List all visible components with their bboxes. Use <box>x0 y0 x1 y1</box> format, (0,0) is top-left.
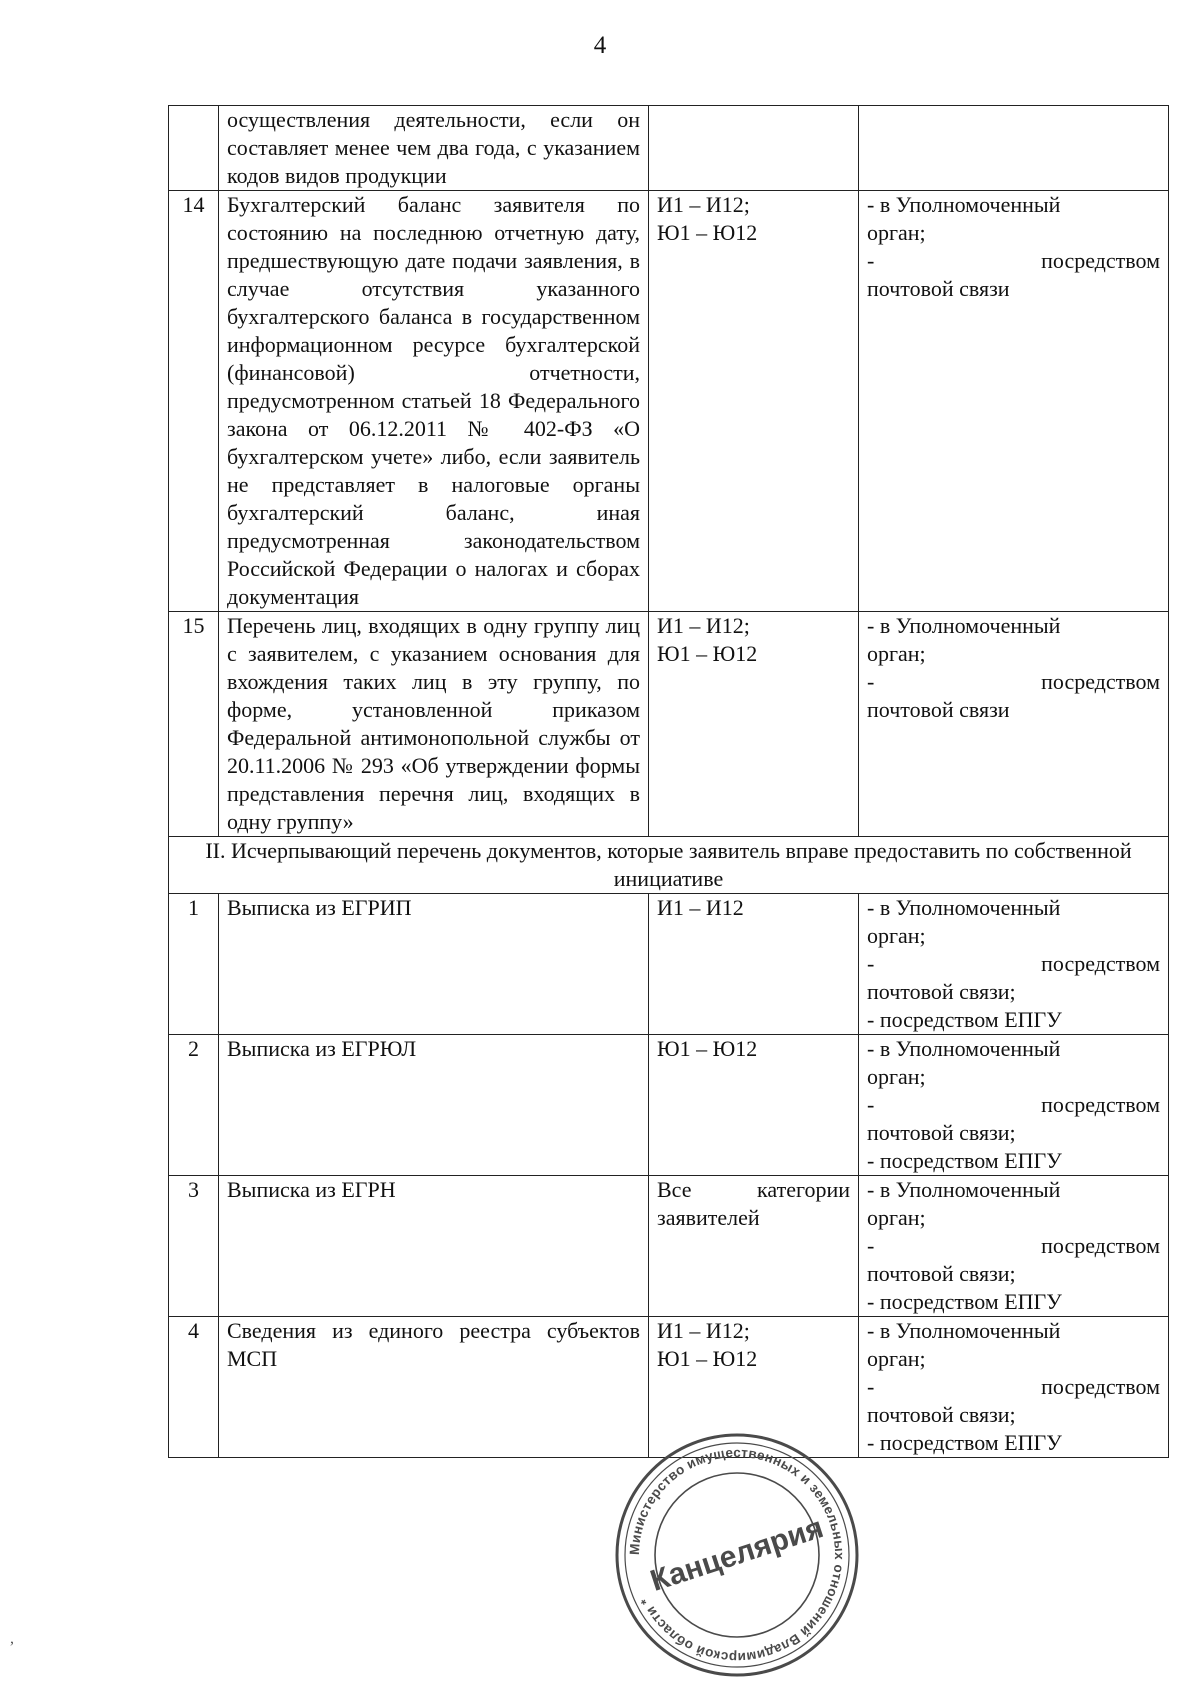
submission-line: почтовой связи <box>867 276 1010 301</box>
submission-line: орган; <box>867 1064 926 1089</box>
row-number: 4 <box>169 1317 219 1458</box>
row-number: 2 <box>169 1035 219 1176</box>
category-line: И1 – И12; <box>657 192 750 217</box>
row-categories <box>649 612 859 837</box>
table-row-s2-3 <box>169 1176 1169 1317</box>
category-line: И1 – И12; <box>657 1318 750 1343</box>
submission-line: почтовой связи <box>867 697 1010 722</box>
row-number: 15 <box>169 612 219 837</box>
row-submission <box>859 1176 1169 1317</box>
page-number: 4 <box>593 32 607 59</box>
row-submission <box>859 894 1169 1035</box>
category-line: Ю1 – Ю12 <box>657 1346 758 1371</box>
row-description: Бухгалтерский баланс заявителя по состоянию на последнюю отчетную дату, предшествующую дате подачи заявления, в случае отсутствия указанного бухгалтерского баланса в государственном информационном ресурсе бухгалтерской (финансовой) отчетности, предусмотренном статьей 18 Федерального закона от 06.12.2011 № 402-ФЗ «О бухгалтерском учете» либо, если заявитель не представляет в налоговые органы бухгалтерский баланс, иная предусмотренная законодательством Российской Федерации о налогах и сборах документация <box>219 191 649 612</box>
submission-line: - в Уполномоченный <box>867 192 1061 217</box>
row-number: 3 <box>169 1176 219 1317</box>
row-description: осуществления деятельности, если он составляет менее чем два года, с указанием кодов видов продукции <box>219 106 649 191</box>
submission-line: почтовой связи; <box>867 1261 1016 1286</box>
section-title: II. Исчерпывающий перечень документов, которые заявитель вправе предоставить по собственной инициативе <box>169 837 1169 894</box>
submission-line: - посредством <box>867 1233 1160 1258</box>
submission-line: - посредством <box>867 669 1160 694</box>
submission-line: орган; <box>867 220 926 245</box>
row-submission <box>859 191 1169 612</box>
submission-line: - посредством ЕПГУ <box>867 1289 1062 1314</box>
submission-line: - в Уполномоченный <box>867 613 1061 638</box>
row-categories <box>649 894 859 1035</box>
category-line: Ю1 – Ю12 <box>657 641 758 666</box>
section-heading-row <box>169 837 1169 894</box>
stamp-center-text: Канцелярия <box>646 1511 828 1598</box>
submission-line: - посредством <box>867 248 1160 273</box>
category-line: Ю1 – Ю12 <box>657 1036 758 1061</box>
row-categories <box>649 1176 859 1317</box>
submission-line: - посредством ЕПГУ <box>867 1007 1062 1032</box>
row-submission <box>859 1317 1169 1458</box>
row-description: Выписка из ЕГРН <box>219 1176 649 1317</box>
row-description: Перечень лиц, входящих в одну группу лиц с заявителем, с указанием основания для вхождения таких лиц в эту группу, по форме, установленной приказом Федеральной антимонопольной службы от 20.11.2006 № 293 «Об утверждении формы представления перечня лиц, входящих в одну группу» <box>219 612 649 837</box>
table-row-s2-2 <box>169 1035 1169 1176</box>
table-row-15 <box>169 612 1169 837</box>
documents-table <box>168 105 1169 1458</box>
submission-line: - посредством ЕПГУ <box>867 1148 1062 1173</box>
row-submission <box>859 612 1169 837</box>
submission-line: - посредством ЕПГУ <box>867 1430 1062 1455</box>
row-categories <box>649 1035 859 1176</box>
submission-line: почтовой связи; <box>867 1402 1016 1427</box>
submission-line: почтовой связи; <box>867 979 1016 1004</box>
row-description: Выписка из ЕГРИП <box>219 894 649 1035</box>
stamp-ring-text: Министерство имущественных и земельных отношений Владимирской области * <box>626 1444 848 1666</box>
row-submission <box>859 1035 1169 1176</box>
submission-line: - посредством <box>867 1092 1160 1117</box>
row-description: Выписка из ЕГРЮЛ <box>219 1035 649 1176</box>
row-categories <box>649 191 859 612</box>
submission-line: - в Уполномоченный <box>867 1318 1061 1343</box>
table-row-s2-1 <box>169 894 1169 1035</box>
submission-line: орган; <box>867 1346 926 1371</box>
submission-line: - в Уполномоченный <box>867 1177 1061 1202</box>
row-number: 1 <box>169 894 219 1035</box>
submission-line: орган; <box>867 641 926 666</box>
submission-line: орган; <box>867 923 926 948</box>
category-line: И1 – И12 <box>657 895 744 920</box>
submission-line: - посредством <box>867 951 1160 976</box>
scan-mark: , <box>10 1630 14 1647</box>
submission-line: - посредством <box>867 1374 1160 1399</box>
submission-line: почтовой связи; <box>867 1120 1016 1145</box>
submission-line: - в Уполномоченный <box>867 1036 1061 1061</box>
category-line: И1 – И12; <box>657 613 750 638</box>
submission-line: орган; <box>867 1205 926 1230</box>
row-number: 14 <box>169 191 219 612</box>
office-stamp <box>612 1430 862 1680</box>
row-description: Сведения из единого реестра субъектов МСП <box>219 1317 649 1458</box>
category-line: Ю1 – Ю12 <box>657 220 758 245</box>
category-line: Все категории заявителей <box>657 1177 850 1230</box>
table-row-continued <box>169 106 1169 191</box>
submission-line: - в Уполномоченный <box>867 895 1061 920</box>
table-row-14 <box>169 191 1169 612</box>
